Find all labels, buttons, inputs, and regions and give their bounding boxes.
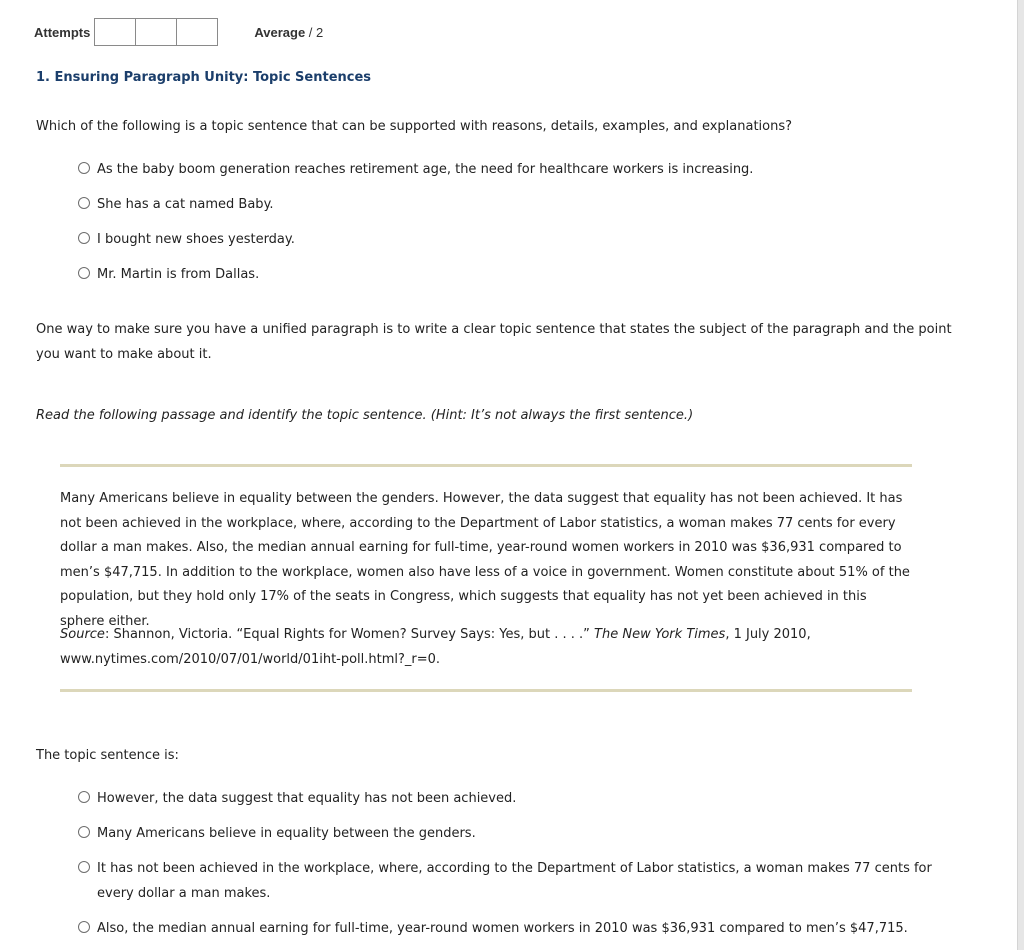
radio-button[interactable] xyxy=(78,826,90,838)
radio-button[interactable] xyxy=(78,197,90,209)
passage-bottom-divider xyxy=(60,689,912,692)
attempts-label: Attempts xyxy=(34,24,91,40)
option-label: Mr. Martin is from Dallas. xyxy=(97,267,260,282)
attempt-indicators xyxy=(94,18,218,46)
radio-button[interactable] xyxy=(78,267,90,279)
source-publication: The New York Times xyxy=(594,627,726,642)
attempts-header xyxy=(34,18,323,46)
average-value: / 2 xyxy=(308,24,324,40)
question-prompt: Which of the following is a topic sentence that can be supported with reasons, details, examples, and explanations? xyxy=(36,119,793,134)
passage-top-divider xyxy=(60,464,912,467)
option-label: I bought new shoes yesterday. xyxy=(97,232,295,247)
attempt-box-3 xyxy=(177,19,217,45)
option-label: As the baby boom generation reaches retirement age, the need for healthcare workers is increasing. xyxy=(97,162,754,177)
attempt-box-2 xyxy=(136,19,177,45)
option-label: It has not been achieved in the workplace, where, according to the Department of Labor statistics, a woman makes 77 cents for every dollar a man makes. xyxy=(97,861,932,901)
option-4[interactable] xyxy=(78,262,958,287)
option-label: She has a cat named Baby. xyxy=(97,197,274,212)
average-label: Average xyxy=(254,24,306,40)
radio-button[interactable] xyxy=(78,232,90,244)
radio-button[interactable] xyxy=(78,921,90,933)
option-label: However, the data suggest that equality has not been achieved. xyxy=(97,791,517,806)
passage-body: Many Americans believe in equality between the genders. However, the data suggest that equality has not been achieved. It has not been achieved in the workplace, where, according to the Department of Labor statistics, a woman makes 77 cents for every dollar a man makes. Also, the median annual earning for full-time, year-round women workers in 2010 was $36,931 compared to men’s $47,715. In addition to the workplace, women also have less of a voice in government. Women constitute about 51% of the population, but they hold only 17% of the seats in Congress, which suggests that equality has not yet been achieved in this sphere either. xyxy=(60,491,910,629)
topic-option-4[interactable] xyxy=(78,916,958,941)
average-score xyxy=(254,25,323,40)
topic-option-1[interactable] xyxy=(78,786,958,811)
topic-question-prompt: The topic sentence is: xyxy=(36,748,179,763)
radio-button[interactable] xyxy=(78,162,90,174)
option-3[interactable] xyxy=(78,227,958,252)
topic-option-3[interactable] xyxy=(78,856,958,906)
passage-source xyxy=(60,623,910,672)
question-title: 1. Ensuring Paragraph Unity: Topic Sentences xyxy=(36,70,372,85)
radio-button[interactable] xyxy=(78,791,90,803)
question-options xyxy=(78,157,958,287)
passage-instruction: Read the following passage and identify the topic sentence. (Hint: It’s not always the first sentence.) xyxy=(36,408,694,423)
scrollbar[interactable] xyxy=(1017,0,1024,950)
radio-button[interactable] xyxy=(78,861,90,873)
option-1[interactable] xyxy=(78,157,958,182)
topic-option-2[interactable] xyxy=(78,821,958,846)
attempt-box-1 xyxy=(95,19,136,45)
option-label: Many Americans believe in equality between the genders. xyxy=(97,826,476,841)
source-rest: , 1 July 2010, www.nytimes.com/2010/07/01/world/01iht-poll.html?_r=0. xyxy=(60,627,811,667)
source-label: Source xyxy=(60,627,105,642)
option-2[interactable] xyxy=(78,192,958,217)
option-label: Also, the median annual earning for full-time, year-round women workers in 2010 was $36,931 compared to men’s $47,715. xyxy=(97,921,908,936)
explanation-text: One way to make sure you have a unified paragraph is to write a clear topic sentence that states the subject of the paragraph and the point you want to make about it. xyxy=(36,322,952,362)
source-text: : Shannon, Victoria. “Equal Rights for Women? Survey Says: Yes, but . . . .” xyxy=(104,627,595,642)
topic-options xyxy=(78,786,958,941)
